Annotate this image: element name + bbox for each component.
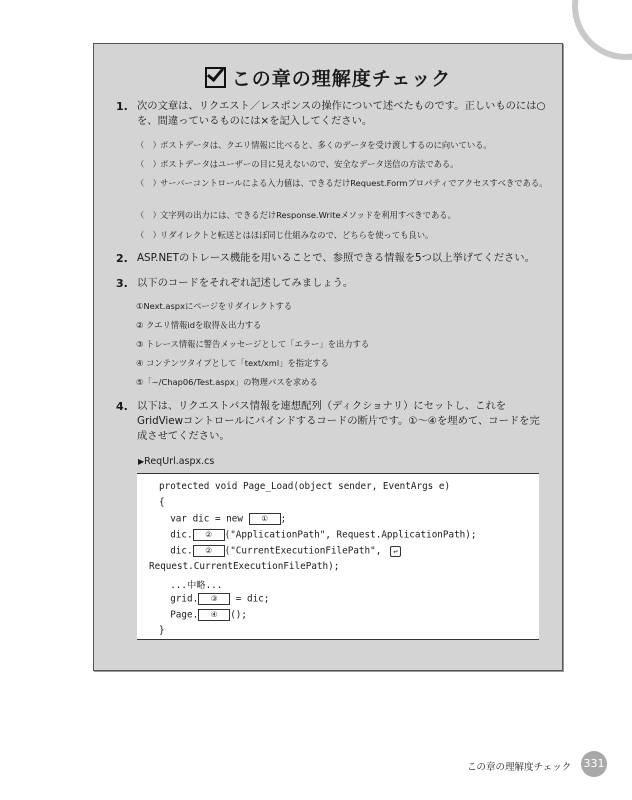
footer-chapter-label: この章の理解度チェック (467, 762, 572, 773)
list-item: ② クエリ情報idを取得＆出力する (136, 320, 262, 330)
question-1: 1. 次の文章は、リクエスト／レスポンスの操作について述べたものです。正しいものには○を、間違っているものには×を記入してください。 (116, 100, 546, 127)
list-item: （ ） ポストデータはユーザーの目に見えないので、安全なデータ送信の方法である。 (136, 159, 459, 169)
blank-box: ① (249, 513, 281, 525)
blank-box: ③ (198, 593, 230, 605)
list-item: （ ） ポストデータは、クエリ情報に比べると、多くのデータを受け渡しするのに向いている。 (136, 140, 492, 150)
triangle-icon: ▶ (138, 457, 145, 466)
line-continuation-icon: ↵ (390, 546, 401, 557)
blank-box: ④ (198, 609, 230, 621)
question-4: 4. 以下は、リクエストパス情報を連想配列（ディクショナリ）にセットし、これをGridViewコントロールにバインドするコードの断片です。①～④を埋めて、コードを完成させてください。 (116, 400, 540, 442)
list-item: ④ コンテンツタイプとして「text/xml」を指定する (136, 358, 329, 368)
blank-box: ② (193, 529, 225, 541)
review-panel (93, 43, 563, 671)
question-3: 3. 以下のコードをそれぞれ記述してみましょう。 (116, 277, 354, 290)
checkbox-icon (205, 67, 226, 88)
code-filename: ▶ReqUrl.aspx.cs (138, 456, 215, 467)
list-item: ③ トレース情報に警告メッセージとして「エラー」を出力する (136, 339, 370, 349)
list-item: （ ） サーバーコントロールによる入力値は、できるだけRequest.Formプロパティでアクセスすべきである。 (136, 178, 548, 188)
list-item: ①Next.aspxにページをリダイレクトする (136, 301, 293, 311)
list-item: （ ） リダイレクトと転送とはほぼ同じ仕組みなので、どちらを使っても良い。 (136, 230, 434, 240)
blank-box: ② (193, 545, 225, 557)
corner-decoration (572, 0, 632, 60)
question-2: 2. ASP.NETのトレース機能を用いることで、参照できる情報を5つ以上挙げてください。 (116, 252, 535, 265)
code-listing: protected void Page_Load(object sender, EventArgs e) { var dic = new ① ; dic. ② ("ApplicationPath", Request.ApplicationPath); dic. ② ("CurrentExecutionFilePath", ↵ Request.CurrentExecutionFilePath); ...中略... grid. ③ = dic; Page. ④ (); } (137, 473, 539, 640)
panel-title: この章の理解度チェック (205, 64, 451, 91)
list-item: ⑤「~/Chap06/Test.aspx」の物理パスを求める (136, 377, 318, 387)
page-number: 331 (581, 751, 607, 777)
list-item: （ ） 文字列の出力には、できるだけResponse.Writeメソッドを利用すべきである。 (136, 210, 456, 220)
